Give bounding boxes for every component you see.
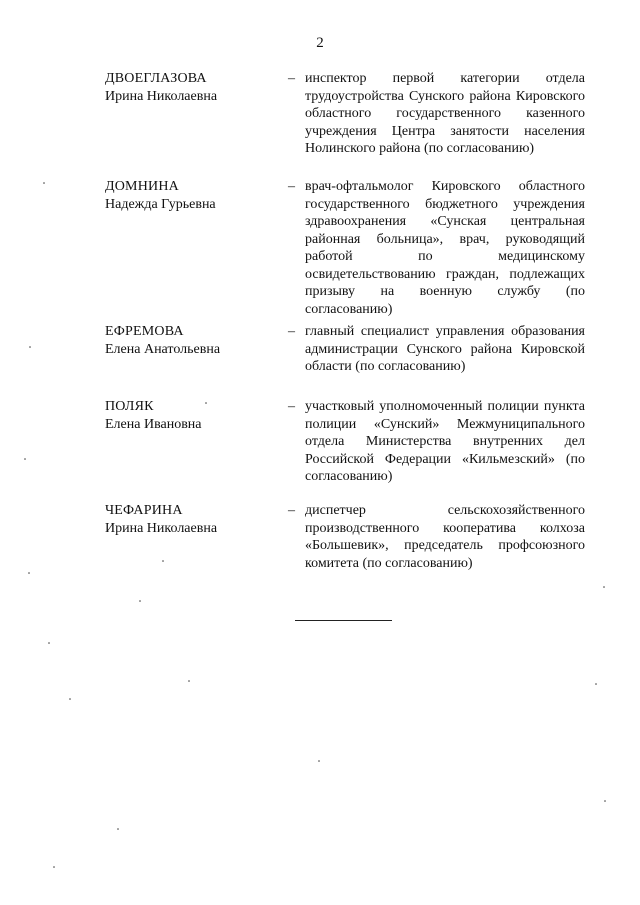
entry-dash: – [288, 324, 295, 339]
entry-dash: – [288, 399, 295, 414]
scan-speck [188, 680, 190, 682]
member-position-description: инспектор первой категории отдела трудоустройства Сунского района Кировского областного государственного казенного учреждения Центра занятости населения Нолинского района (по согласованию) [305, 71, 585, 156]
scan-speck [24, 458, 26, 460]
member-name-block [105, 323, 275, 358]
member-name-block [105, 70, 275, 105]
member-surname: ЕФРЕМОВА [105, 324, 184, 339]
entry-dash: – [288, 503, 295, 518]
scan-speck [29, 346, 31, 348]
scan-speck [43, 182, 45, 184]
member-name-block [105, 502, 275, 537]
member-given-names: Елена Анатольевна [105, 341, 221, 357]
scan-speck [604, 800, 606, 802]
member-given-names: Елена Ивановна [105, 416, 202, 432]
member-surname: ЧЕФАРИНА [105, 503, 183, 518]
member-given-names: Ирина Николаевна [105, 88, 218, 104]
scan-speck [117, 828, 119, 830]
scan-speck [318, 760, 320, 762]
member-name-block [105, 398, 275, 433]
scan-speck [48, 642, 50, 644]
page-number: 2 [316, 35, 324, 51]
member-given-names: Надежда Гурьевна [105, 196, 216, 212]
member-position-description: главный специалист управления образования администрации Сунского района Кировской области (по согласованию) [305, 324, 585, 374]
member-surname: ДОМНИНА [105, 179, 179, 194]
scan-speck [53, 866, 55, 868]
scan-speck [162, 560, 164, 562]
member-surname: ПОЛЯК [105, 399, 154, 414]
scan-speck [139, 600, 141, 602]
member-given-names: Ирина Николаевна [105, 520, 218, 536]
scan-speck [603, 586, 605, 588]
entry-dash: – [288, 179, 295, 194]
member-position-description: врач-офтальмолог Кировского областного государственного бюджетного учреждения здравоохранения «Сунская центральная районная больница», врач, руководящий работой по медицинскому освидетельствованию граждан, подлежащих призыву на военную службу (по согласованию) [305, 179, 585, 317]
member-position-description: диспетчер сельскохозяйственного производственного кооператива колхоза «Большевик», председатель профсоюзного комитета (по согласованию) [305, 503, 585, 571]
entry-dash: – [288, 71, 295, 86]
scan-speck [205, 402, 207, 404]
member-name-block [105, 178, 275, 213]
closing-rule [295, 620, 392, 621]
scan-speck [28, 572, 30, 574]
scan-speck [69, 698, 71, 700]
member-surname: ДВОЕГЛАЗОВА [105, 71, 207, 86]
member-position-description: участковый уполномоченный полиции пункта полиции «Сунский» Межмуниципального отдела Министерства внутренних дел Российской Федерации «Кильмезский» (по согласованию) [305, 399, 585, 484]
scan-speck [595, 683, 597, 685]
